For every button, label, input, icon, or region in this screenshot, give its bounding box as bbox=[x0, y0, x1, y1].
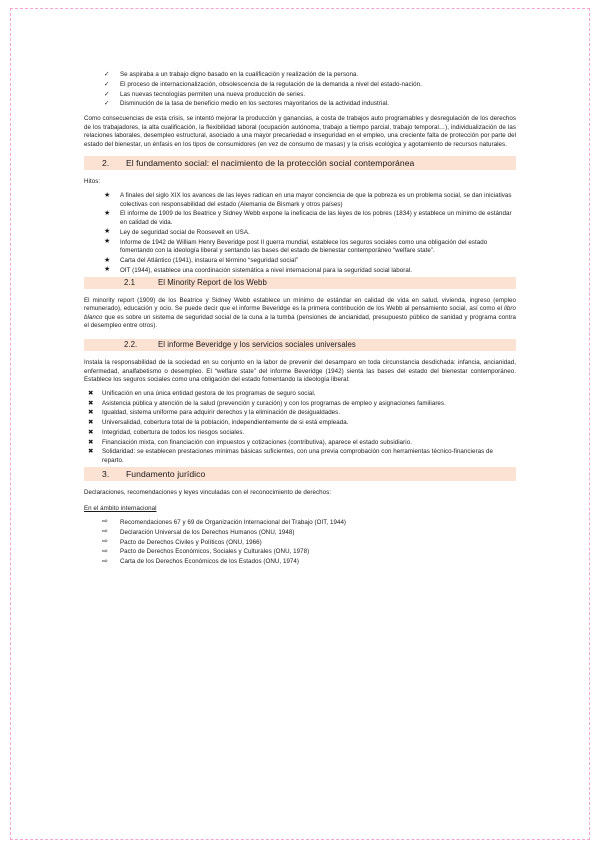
hitos-label: Hitos: bbox=[84, 177, 101, 185]
cross-icon: ✖ bbox=[88, 428, 94, 436]
arrow-icon: ⇨ bbox=[102, 538, 108, 546]
list-item: ✖ Asistencia pública y atención de la salud (prevención y curación) y con los programas de empleo y asignaciones familiares. bbox=[88, 399, 446, 407]
beveridge-list bbox=[84, 390, 516, 466]
list-item: ✖ Solidaridad: se establecen prestaciones mínimas básicas suficientes, con una previa comprobación con herramientas técnico-financieras de reparto. bbox=[88, 448, 493, 464]
arrow-icon: ⇨ bbox=[102, 547, 108, 555]
intro-bullet-list bbox=[84, 71, 516, 109]
subsection-title: El Minority Report de los Webb bbox=[158, 277, 267, 287]
list-item: ✓ Las nuevas tecnologías permiten una nueva producción de series. bbox=[104, 90, 306, 98]
list-item: ✓ Se aspiraba a un trabajo digno basado en la cualificación y realización de la persona. bbox=[104, 71, 359, 78]
list-item: ★ Ley de seguridad social de Roosevelt en USA. bbox=[104, 228, 250, 236]
star-icon: ★ bbox=[104, 238, 111, 246]
list-item: ✓ Disminución de la tasa de beneficio medio en los sectores mayoritarios de la actividad industrial. bbox=[104, 100, 390, 108]
subsection-title: El informe Beveridge y los servicios sociales universales bbox=[158, 339, 356, 349]
list-item: ★ Informe de 1942 de William Henry Beveridge post II guerra mundial, establece los seguros sociales como una obligación del estado fomentando con la ideología liberal y sentando las bases del estado de bienestar contemporáneo “welfare state”. bbox=[104, 238, 488, 255]
list-item: ★ A finales del siglo XIX los avances de las leyes radican en una mayor conciencia de que la pobreza es un problema social, se dan iniciativas colectivas con responsabilidad del estado (Alemania de Bismark y otros países) bbox=[104, 191, 512, 208]
list-item: ⇨ Pacto de Derechos Civiles y Políticos (ONU, 1966) bbox=[102, 538, 262, 546]
webb-paragraph: El minority report (1909) de los Beatrice y Sidney Webb establece un mínimo de estándar en calidad de vida en salud, vivienda, ingreso (empleo remunerado), educación y ocio. Se puede decir que el informe Beveridge es la primera contribución de los Webb al pensamiento social, así como el libro blanco que es sobre un sistema de seguridad social de la cuna a la tumba (pensiones de ancianidad, presupuesto público de sanidad y programa contra el desempleo entre otros). bbox=[84, 296, 516, 330]
section-title: El fundamento social: el nacimiento de la protección social contemporánea bbox=[126, 157, 415, 168]
section-heading bbox=[84, 156, 516, 170]
arrow-icon: ⇨ bbox=[102, 557, 108, 565]
cross-icon: ✖ bbox=[88, 409, 94, 417]
list-item: ★ El informe de 1909 de los Beatrice y Sidney Webb expone la ineficacia de las leyes de los pobres (1834) y establece un mínimo de estándar en calidad de vida. bbox=[104, 209, 512, 227]
star-icon: ★ bbox=[104, 209, 111, 217]
cross-icon: ✖ bbox=[88, 448, 94, 456]
star-icon: ★ bbox=[104, 228, 111, 236]
star-icon: ★ bbox=[104, 256, 111, 264]
arrow-icon: ⇨ bbox=[102, 528, 108, 536]
section-title: Fundamento jurídico bbox=[126, 468, 206, 479]
section-heading bbox=[84, 467, 516, 481]
list-item: ★ OIT (1944), establece una coordinación sistemática a nivel internacional para la seguridad social laboral. bbox=[104, 266, 413, 274]
star-icon: ★ bbox=[104, 266, 111, 274]
subsection-heading bbox=[84, 339, 516, 351]
legal-list bbox=[84, 519, 516, 567]
list-item: ✖ Financiación mixta, con financiación con impuestos y cotizaciones (contributiva), aparece el estado subsidiario. bbox=[88, 438, 412, 446]
subsection-number: 2.1 bbox=[124, 277, 135, 287]
section-number: 3. bbox=[102, 468, 110, 479]
cross-icon: ✖ bbox=[88, 419, 94, 427]
list-item: ✖ Integridad, cobertura de todos los riesgos sociales. bbox=[88, 428, 245, 436]
list-item: ✓ El proceso de internacionalización, obsolescencia de la regulación de la demanda a nivel del estado-nación. bbox=[104, 80, 422, 88]
subsection-number: 2.2. bbox=[124, 339, 138, 349]
cross-icon: ✖ bbox=[88, 399, 94, 407]
list-item: ⇨ Declaración Universal de los Derechos Humanos (ONU, 1948) bbox=[102, 528, 295, 536]
check-icon: ✓ bbox=[104, 100, 110, 108]
scope-label: En el ámbito internacional bbox=[84, 505, 157, 513]
section-number: 2. bbox=[102, 157, 110, 168]
beveridge-paragraph: Instala la responsabilidad de la sociedad en su conjunto en la labor de prevenir del desamparo en toda circunstancia desdichada: infancia, ancianidad, enfermedad, analfabetismo o desempleo. El “welfare state” del informe Beveridge (1942) sienta las bases del estado del bienestar contemporáneo. Establece los seguros sociales como una obligación del estado fomentando la ideología liberal: bbox=[84, 358, 516, 384]
document-body bbox=[84, 71, 516, 568]
list-item: ✖ Unificación en una única entidad gestora de los programas de seguro social. bbox=[88, 389, 316, 397]
list-item: ✖ Universalidad, cobertura total de la población, independientemente de si está empleada. bbox=[88, 419, 349, 427]
check-icon: ✓ bbox=[104, 71, 110, 78]
cross-icon: ✖ bbox=[88, 389, 94, 397]
list-item: ⇨ Recomendaciones 67 y 69 de Organización Internacional del Trabajo (OIT, 1944) bbox=[102, 518, 347, 526]
list-item: ✖ Igualdad, sistema uniforme para adquirir derechos y la eliminación de desigualdades. bbox=[88, 409, 341, 417]
legal-intro: Declaraciones, recomendaciones y leyes vinculadas con el reconocimiento de derechos: bbox=[84, 488, 332, 496]
check-icon: ✓ bbox=[104, 90, 110, 98]
list-item: ⇨ Pacto de Derechos Económicos, Sociales y Culturales (ONU, 1978) bbox=[102, 547, 310, 556]
crisis-paragraph: Como consecuencias de esta crisis, se intentó mejorar la producción y ganancias, a costa de trabajos auto programables y desregulación de los derechos de los trabajadores, la alta cualificación, la flexibilidad laboral (ocupación autónoma, trabajo a tiempo parcial, trabajo temporal…), individualización de las relaciones laborales, desempleo estructural, asociado a una mayor precariedad e inseguridad en el empleo, una creciente falta de protección por parte del estado del bienestar, un énfasis en los tipos de consumidores (en vez de consumo de masas) y la crisis ecológica y agotamiento de recursos naturales. bbox=[84, 115, 516, 148]
cross-icon: ✖ bbox=[88, 438, 94, 446]
list-item: ★ Carta del Atlántico (1941), instaura el término “seguridad social” bbox=[104, 256, 299, 264]
star-icon: ★ bbox=[104, 191, 111, 199]
list-item: ⇨ Carta de los Derechos Económicos de los Estados (ONU, 1974) bbox=[102, 557, 300, 566]
hitos-list bbox=[84, 192, 516, 275]
check-icon: ✓ bbox=[104, 80, 110, 88]
subsection-heading bbox=[84, 277, 516, 289]
arrow-icon: ⇨ bbox=[102, 518, 108, 526]
